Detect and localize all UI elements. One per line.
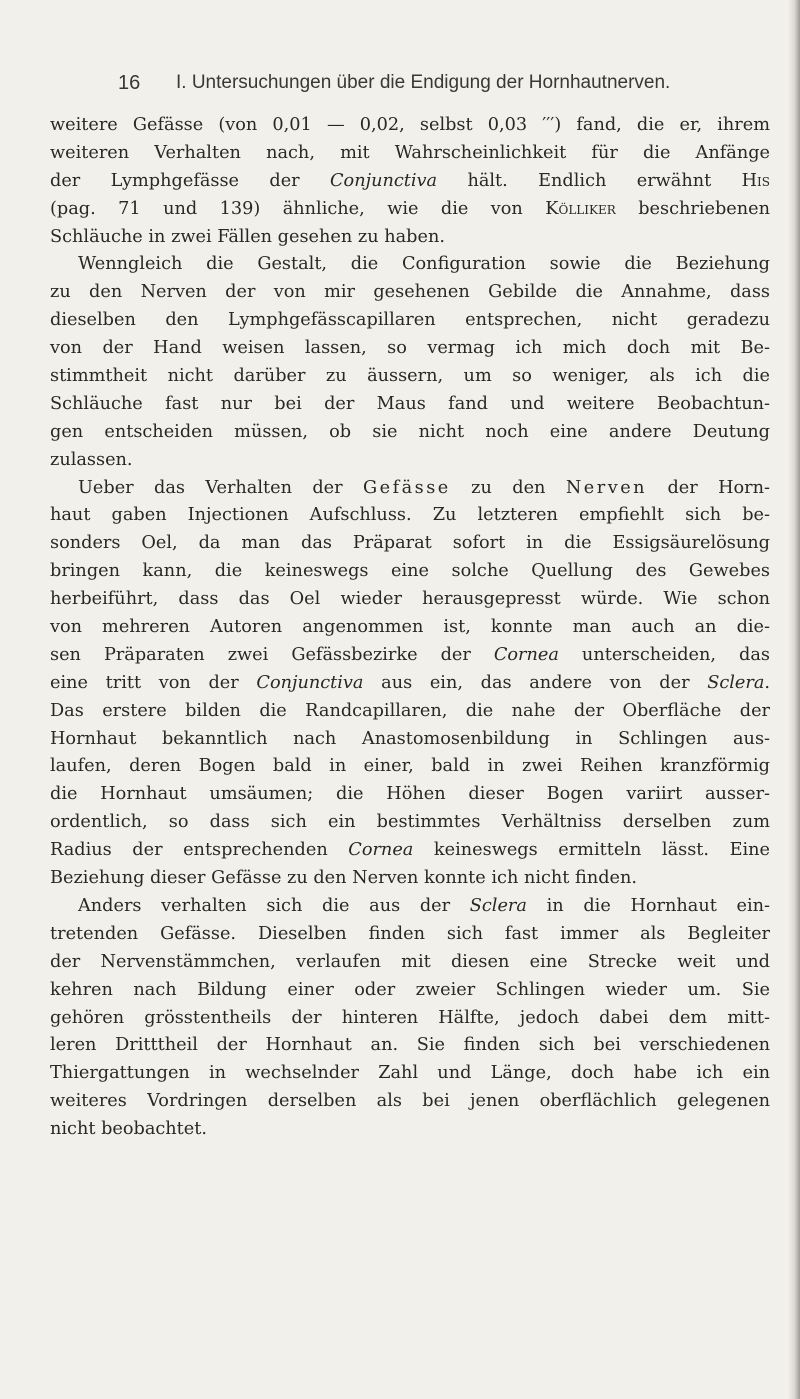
text-line: Hornhaut bekanntlich nach Anastomosenbildung in Schlingen aus- (50, 728, 770, 749)
text-line: zulassen. (50, 449, 133, 470)
text-line: Radius der entsprechenden Cornea keineswegs ermitteln lässt. Eine (50, 840, 770, 861)
text-line: Thiergattungen in wechselnder Zahl und Länge, doch habe ich ein (50, 1063, 770, 1084)
text-line: Schläuche in zwei Fällen gesehen zu haben. (50, 226, 445, 247)
italic-term: Sclera (469, 895, 527, 916)
text-line: Das erstere bilden die Randcapillaren, die nahe der Oberfläche der (50, 700, 770, 721)
text-line: ordentlich, so dass sich ein bestimmtes Verhältniss derselben zum (50, 812, 770, 833)
text-line: tretenden Gefässe. Dieselben finden sich fast immer als Begleiter (50, 923, 770, 944)
text-line: leren Dritttheil der Hornhaut an. Sie finden sich bei verschiedenen (50, 1035, 770, 1056)
text-line: haut gaben Injectionen Aufschluss. Zu letzteren empfiehlt sich be- (50, 505, 770, 526)
text-line: stimmtheit nicht darüber zu äussern, um so weniger, als ich die (50, 366, 770, 387)
spaced-term: Nerven (565, 477, 648, 498)
page-header (118, 72, 718, 102)
body-text (50, 112, 770, 1144)
page-number: 16 (118, 72, 141, 94)
text-line: weitere Gefässe (von 0,01 — 0,02, selbst 0,03 ′′′) fand, die er, ihrem (50, 115, 770, 135)
text-line: laufen, deren Bogen bald in einer, bald in zwei Reihen kranzförmig (50, 756, 770, 777)
italic-term: Cornea (493, 644, 559, 665)
text-line: Anders verhalten sich die aus der Sclera in die Hornhaut ein- (78, 895, 770, 916)
text-line: Schläuche fast nur bei der Maus fand und weitere Beobachtun- (50, 393, 770, 414)
text-line: von mehreren Autoren angenommen ist, konnte man auch an die- (50, 617, 770, 638)
text-line: dieselben den Lymphgefässcapillaren entsprechen, nicht geradezu (50, 310, 770, 331)
text-line: herbeiführt, dass das Oel wieder herausgepresst würde. Wie schon (50, 589, 770, 610)
text-line: von der Hand weisen lassen, so vermag ich mich doch mit Be- (50, 338, 770, 359)
text-line: bringen kann, die keineswegs eine solche Quellung des Gewebes (50, 561, 770, 582)
italic-term: Sclera (707, 672, 765, 693)
author-name: His (741, 170, 770, 191)
text-line: gen entscheiden müssen, ob sie nicht noch eine andere Deutung (50, 421, 770, 442)
text-line: der Lymphgefässe der Conjunctiva hält. Endlich erwähnt His (50, 170, 770, 191)
text-line: Wenngleich die Gestalt, die Configuration sowie die Beziehung (78, 254, 770, 275)
text-line: eine tritt von der Conjunctiva aus ein, das andere von der Sclera. (50, 672, 770, 693)
text-line: nicht beobachtet. (50, 1119, 207, 1140)
text-line: weiteres Vordringen derselben als bei jenen oberflächlich gelegenen (50, 1091, 770, 1112)
italic-term: Cornea (348, 840, 414, 861)
text-line: sen Präparaten zwei Gefässbezirke der Cornea unterscheiden, das (50, 644, 771, 665)
text-line: gehören grösstentheils der hinteren Hälfte, jedoch dabei dem mitt- (50, 1007, 770, 1028)
spaced-term: Gefässe (362, 477, 451, 498)
text-line: (pag. 71 und 139) ähnliche, wie die von Kölliker beschriebenen (50, 198, 770, 219)
running-title: I. Untersuchungen über die Endigung der Hornhautnerven. (176, 72, 671, 93)
text-line: weiteren Verhalten nach, mit Wahrscheinlichkeit für die Anfänge (50, 142, 770, 163)
page-edge-shadow (788, 0, 800, 1399)
text-line: kehren nach Bildung einer oder zweier Schlingen wieder um. Sie (50, 979, 770, 1000)
italic-term: Conjunctiva (256, 672, 364, 693)
text-line: zu den Nerven der von mir gesehenen Gebilde die Annahme, dass (50, 282, 770, 303)
text-line: die Hornhaut umsäumen; die Höhen dieser Bogen variirt ausser- (50, 784, 770, 805)
text-line: Ueber das Verhalten der Gefässe zu den Nerven der Horn- (78, 477, 770, 498)
author-name: Kölliker (545, 198, 616, 219)
italic-term: Conjunctiva (330, 170, 438, 191)
text-line: Beziehung dieser Gefässe zu den Nerven konnte ich nicht finden. (50, 868, 638, 889)
text-line: sonders Oel, da man das Präparat sofort in die Essigsäurelösung (50, 533, 770, 554)
text-line: der Nervenstämmchen, verlaufen mit diesen eine Strecke weit und (50, 951, 770, 972)
